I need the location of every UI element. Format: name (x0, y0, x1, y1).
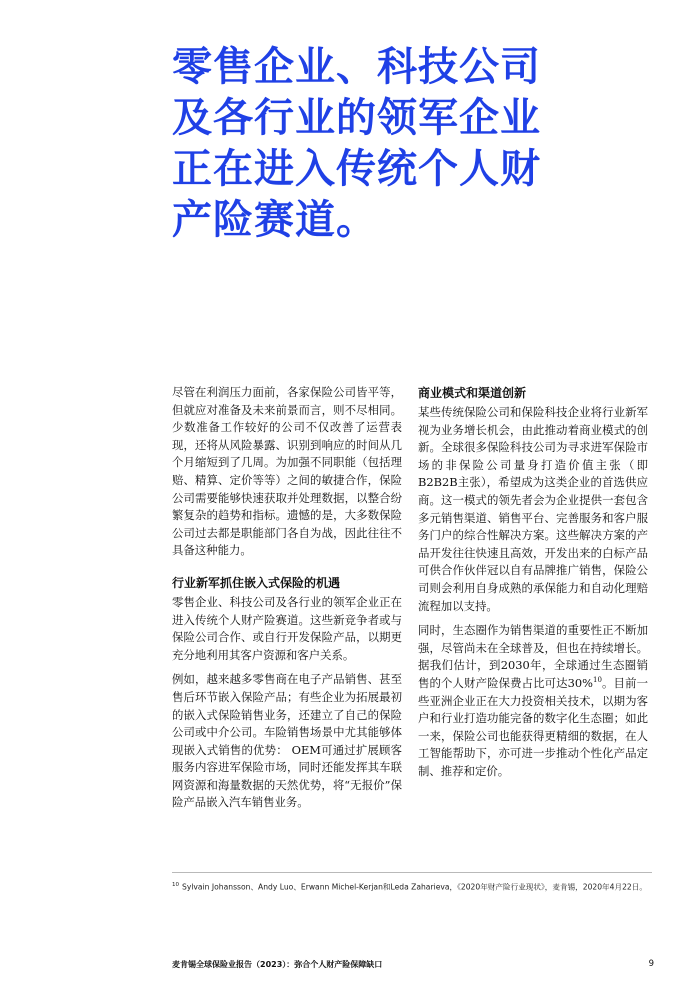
intro-paragraph: 尽管在利润压力面前，各家保险公司皆平等，但就应对准备及未来前景而言，则不尽相同。少数准备工作较好的公司不仅改善了运营表现，还将从风险暴露、识别到响应的时间从几个月缩短到了几周。为加强不同职能（包括理赔、精算、定价等等）之间的敏捷合作，保险公司需要能够快速获取并处理数据，以整合纷繁复杂的趋势和指标。遗憾的是，大多数保险公司过去都是职能部门各自为战，因此往往不具备这种能力。 (172, 385, 402, 558)
footnote-divider (172, 872, 652, 873)
ecosystem-paragraph (418, 622, 648, 780)
ecosystem-text-end: 。目前一些亚洲企业正在大力投资相关技术，以期为客户和行业打造功能完备的数字化生态圈；如此一来，保险公司也能获得更精细的数据，在人工智能帮助下，亦可进一步推动个性化产品定制、推荐和定价。 (418, 675, 648, 778)
retail-example-paragraph: 例如，越来越多零售商在电子产品销售、甚至售后环节嵌入保险产品；有些企业为拓展最初的嵌入式保险销售业务，还建立了自己的保险公司或中介公司。车险销售场景中尤其能够体现嵌入式销售的优势： OEM可通过扩展顾客服务内容进军保险市场，同时还能发挥其车联网资源和海量数据的天然优势，将“无报价”保险产品嵌入汽车销售业务。 (172, 672, 402, 810)
page-number: 9 (648, 959, 654, 969)
right-column (418, 384, 648, 787)
business-model-heading: 商业模式和渠道创新 (418, 386, 527, 400)
business-model-paragraph: 某些传统保险公司和保险科技企业将行业新军视为业务增长机会，由此推动着商业模式的创新。全球很多保险科技公司为寻求进军保险市场的非保险公司量身打造价值主张（即B2B2B主张），希望成为这类企业的首选供应商。这一模式的领先者会为企业提供一套包含多元销售渠道、销售平台、完善服务和客户服务门户的综合性解决方案。这些解决方案的产品开发往往快速且高效，开发出来的白标产品可供合作伙伴冠以自有品牌推广销售，保险公司则会利用自身成熟的承保能力和自动化理赔流程加以支持。 (418, 405, 648, 613)
left-column (172, 384, 402, 819)
page-headline: 零售企业、科技公司及各行业的领军企业正在进入传统个人财产险赛道。 (172, 44, 541, 243)
new-entrants-paragraph: 零售企业、科技公司及各行业的领军企业正在进入传统个人财产险赛道。这些新竞争者或与保险公司合作、或自行开发保险产品，以期更充分地利用其客户资源和客户关系。 (172, 594, 402, 662)
footnote (172, 879, 652, 894)
embedded-insurance-heading: 行业新军抓住嵌入式保险的机遇 (172, 575, 341, 590)
footnote-number: 10 (172, 882, 179, 888)
footnote-text: Sylvain Johansson、Andy Luo、Erwann Michel-Kerjan和Leda Zaharieva，《2020年财产险行业现状》，麦肯锡，2020年4月22日。 (182, 882, 647, 892)
ecosystem-text-start: 同时，生态圈作为销售渠道的重要性正不断加强，尽管尚未在全球普及，但也在持续增长。据我们估计，到2030年，全球通过生态圈销售的个人财产险保费占比可达30% (418, 623, 648, 690)
footer-report-title: 麦肯锡全球保险业报告（2023）：弥合个人财产险保障缺口 (172, 960, 383, 969)
footnote-reference[interactable]: 10 (593, 676, 602, 685)
